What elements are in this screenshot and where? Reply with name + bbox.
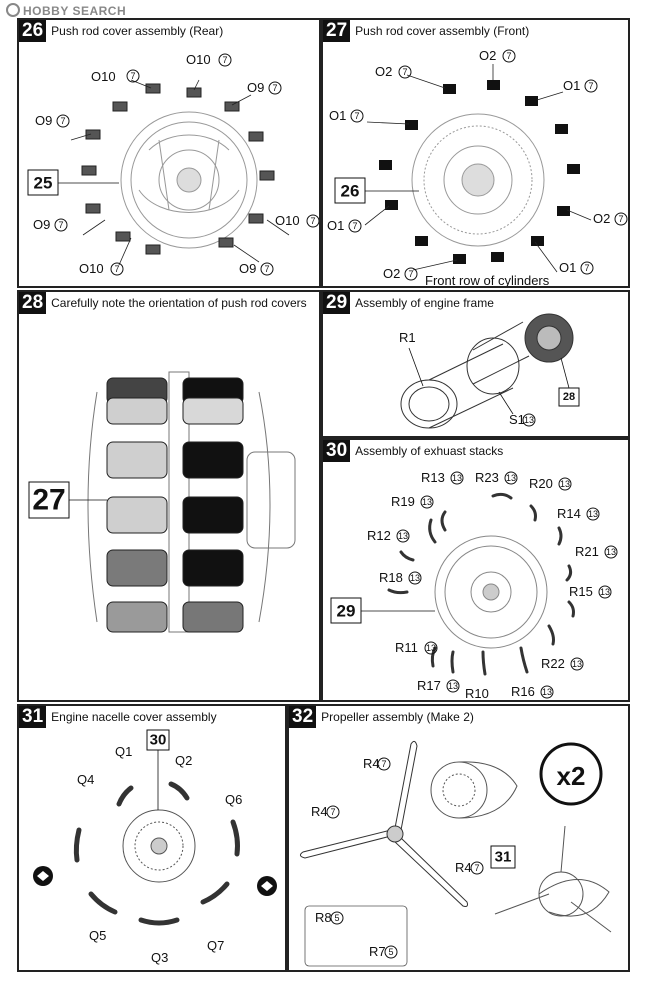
qty-mark: 13 (587, 509, 599, 519)
part-label-r7: R7 (369, 944, 386, 959)
part-label: O10 (186, 52, 211, 67)
rear-part-labels (33, 52, 319, 276)
part-label: Q1 (115, 744, 133, 759)
rear-cover-parts (82, 84, 274, 254)
right-alignment-icon (257, 876, 277, 896)
watermark-logo-icon (6, 3, 20, 17)
part-label: Q5 (89, 928, 107, 943)
qty-mark: 7 (402, 67, 408, 77)
ref-step-number: 30 (149, 731, 167, 749)
part-label: Q2 (175, 753, 193, 768)
qty-mark: 7 (310, 216, 316, 226)
ref-step-number: 27 (32, 483, 66, 517)
qty-mark: 13 (523, 415, 535, 425)
qty-mark: 7 (588, 81, 594, 91)
exhaust-stacks-diagram (323, 440, 630, 702)
qty-mark: 7 (130, 71, 136, 81)
part-label: R18 (379, 570, 403, 585)
part-label: R23 (475, 470, 499, 485)
step-title: Engine nacelle cover assembly (51, 710, 217, 724)
qty-mark: 7 (474, 863, 480, 873)
qty-mark: 13 (605, 547, 617, 557)
part-label: O10 (275, 213, 300, 228)
qty-mark: 7 (272, 83, 278, 93)
qty-mark: 13 (425, 643, 437, 653)
step-29-panel (321, 290, 630, 438)
engine-side-diagram (19, 292, 321, 702)
multiplier-text: x2 (556, 761, 586, 791)
part-label: R16 (511, 684, 535, 699)
part-label: O9 (247, 80, 265, 95)
nacelle-part-labels (77, 744, 242, 965)
qty-mark: 5 (334, 913, 340, 923)
propeller-diagram (289, 706, 630, 972)
part-label: R22 (541, 656, 565, 671)
qty-mark: 13 (571, 659, 583, 669)
step-number: 30 (323, 440, 350, 462)
qty-mark: 7 (114, 264, 120, 274)
step-number: 32 (289, 706, 316, 728)
qty-mark: 13 (409, 573, 421, 583)
part-label: R15 (569, 584, 593, 599)
qty-mark: 13 (559, 479, 571, 489)
qty-mark: 7 (381, 759, 387, 769)
part-label: Q7 (207, 938, 225, 953)
qty-mark: 5 (388, 947, 394, 957)
qty-mark: 7 (330, 807, 336, 817)
step-28-panel (17, 290, 321, 702)
step-number: 27 (323, 20, 350, 42)
step-number: 31 (19, 706, 46, 728)
qty-mark: 7 (506, 51, 512, 61)
qty-mark: 7 (618, 214, 624, 224)
part-label: O1 (329, 108, 347, 123)
part-label: O2 (375, 64, 393, 79)
part-label: O2 (383, 266, 401, 281)
step-number: 29 (323, 292, 350, 314)
front-engine-drawing (412, 114, 544, 246)
nacelle-drawing (123, 810, 195, 882)
step-title: Push rod cover assembly (Front) (355, 24, 530, 38)
qty-mark: 7 (60, 116, 66, 126)
part-label: O9 (35, 113, 53, 128)
qty-mark: 7 (352, 221, 358, 231)
part-label: O1 (327, 218, 345, 233)
engine-frame-drawing (401, 314, 576, 428)
step-title: Assembly of exhuast stacks (355, 444, 504, 458)
part-label: R11 (395, 640, 418, 655)
watermark-text: HOBBY SEARCH (23, 4, 127, 18)
qty-mark: 7 (354, 111, 360, 121)
step-30-panel (321, 438, 630, 702)
part-label-r4: R4 (455, 860, 472, 875)
qty-mark: 13 (541, 687, 553, 697)
part-label: Q4 (77, 772, 95, 787)
part-label-r8: R8 (315, 910, 332, 925)
qty-mark: 7 (264, 264, 270, 274)
engine-frame-diagram (323, 292, 630, 438)
step-title: Carefully note the orientation of push rod covers (51, 296, 307, 310)
step-31-panel (17, 704, 287, 972)
ref-step-number: 25 (33, 173, 53, 193)
part-label-r4: R4 (311, 804, 328, 819)
step-title: Propeller assembly (Make 2) (321, 710, 474, 724)
qty-mark: 13 (447, 681, 459, 691)
part-label: R10 (465, 686, 489, 701)
qty-mark: 7 (222, 55, 228, 65)
step-title: Assembly of engine frame (355, 296, 494, 310)
qty-mark: 7 (408, 269, 414, 279)
part-label: R14 (557, 506, 581, 521)
part-label: R21 (575, 544, 599, 559)
part-label: O9 (33, 217, 51, 232)
qty-mark: 13 (599, 587, 611, 597)
step-number: 28 (19, 292, 46, 314)
front-push-rod-diagram (323, 20, 630, 288)
part-label: O10 (79, 261, 104, 276)
exhaust-engine-drawing (435, 536, 547, 648)
watermark (6, 3, 126, 18)
part-label: O9 (239, 261, 257, 276)
step-number: 26 (19, 20, 46, 42)
part-label: R20 (529, 476, 553, 491)
ref-step-number: 26 (340, 181, 360, 201)
qty-mark: 13 (451, 473, 463, 483)
step-27-panel (321, 18, 630, 288)
part-label: Q6 (225, 792, 243, 807)
step-32-panel (287, 704, 630, 972)
left-alignment-icon (33, 866, 53, 886)
qty-mark: 13 (397, 531, 409, 541)
part-label: R12 (367, 528, 391, 543)
ref-step-number: 28 (562, 391, 576, 403)
ref-step-number: 31 (494, 848, 512, 866)
part-label: O1 (563, 78, 581, 93)
qty-mark: 7 (58, 220, 64, 230)
part-label: Q3 (151, 950, 169, 965)
part-label: R13 (421, 470, 445, 485)
qty-mark: 7 (584, 263, 590, 273)
part-label: O10 (91, 69, 116, 84)
part-label: O1 (559, 260, 577, 275)
qty-mark: 13 (505, 473, 517, 483)
rear-engine-drawing (121, 112, 257, 248)
step-title: Push rod cover assembly (Rear) (51, 24, 224, 38)
part-label-r1: R1 (399, 330, 416, 345)
ref-step-number: 29 (336, 601, 356, 621)
part-label: O2 (593, 211, 611, 226)
rear-push-rod-diagram (19, 20, 321, 288)
part-label: R17 (417, 678, 441, 693)
part-label-r4: R4 (363, 756, 380, 771)
cylinder-covers (107, 378, 243, 632)
nacelle-cover-diagram (19, 706, 287, 972)
front-row-caption: Front row of cylinders (425, 273, 550, 288)
step-26-panel (17, 18, 321, 288)
part-label-s1: S1 (509, 412, 525, 427)
part-label: R19 (391, 494, 415, 509)
part-label: O2 (479, 48, 497, 63)
qty-mark: 13 (421, 497, 433, 507)
